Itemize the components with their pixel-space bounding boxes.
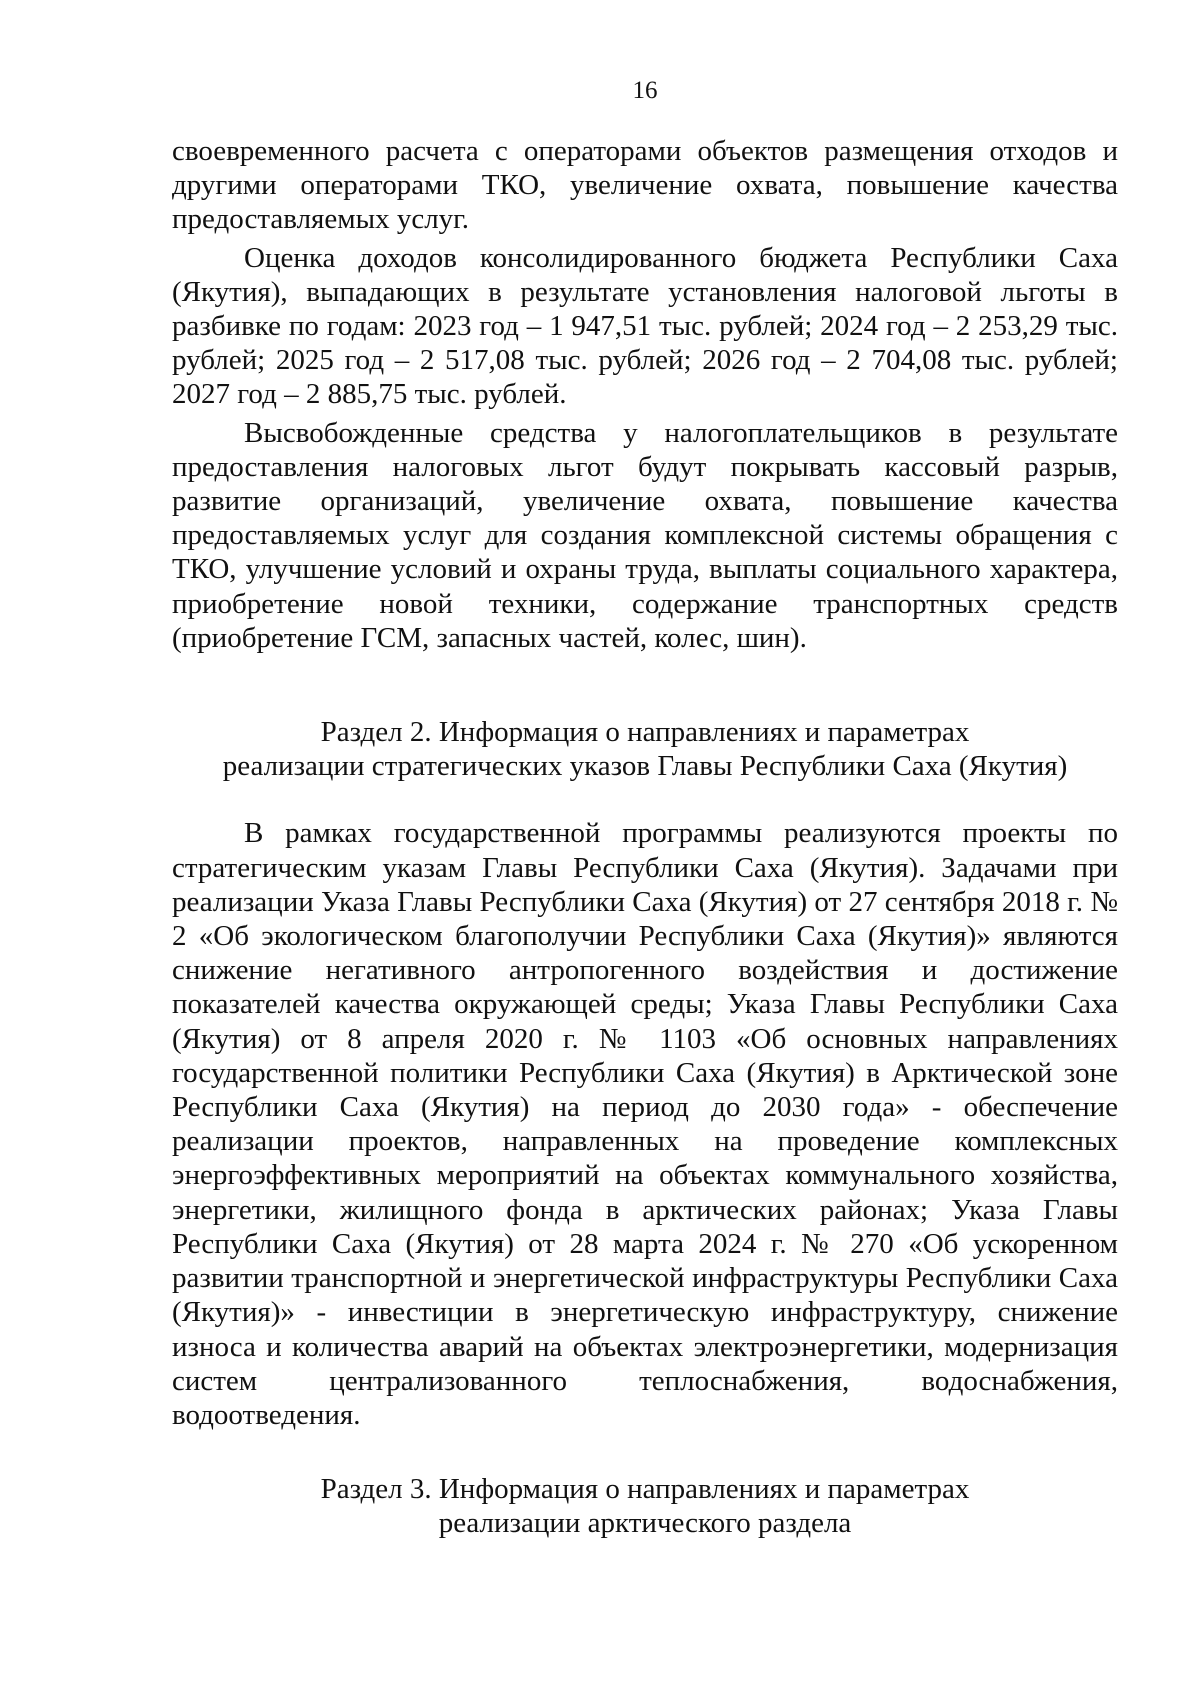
section-2-heading-line-2: реализации стратегических указов Главы Республики Саха (Якутия)	[222, 750, 1068, 783]
section-3-heading-line-2: реализации арктического раздела	[438, 1507, 852, 1540]
document-page	[172, 0, 1118, 1694]
paragraph-strategic-decrees: В рамках государственной программы реализуются проекты по стратегическим указам Главы Республики Саха (Якутия). Задачами при реализации Указа Главы Республики Саха (Якутия) от 27 сентября 2018 г. № 2 «Об экологическом благополучии Республики Саха (Якутия)» являются снижение негативного антропогенного воздействия и достижение показателей качества окружающей среды; Указа Главы Республики Саха (Якутия) от 8 апреля 2020 г. № 1103 «Об основных направлениях государственной политики Республики Саха (Якутия) в Арктической зоне Республики Саха (Якутия) на период до 2030 года» - обеспечение реализации проектов, направленных на проведение комплексных энергоэффективных мероприятий на объектах коммунального хозяйства, энергетики, жилищного фонда в арктических районах; Указа Главы Республики Саха (Якутия) от 28 марта 2024 г. № 270 «Об ускоренном развитии транспортной и энергетической инфраструктуры Республики Саха (Якутия)» - инвестиции в энергетическую инфраструктуру, снижение износа и количества аварий на объектах электроэнергетики, модернизация систем централизованного теплоснабжения, водоснабжения, водоотведения.	[172, 817, 1118, 1431]
section-3-heading-line-1: Раздел 3. Информация о направлениях и параметрах	[320, 1473, 970, 1506]
body-text	[172, 134, 1118, 1541]
paragraph-released-funds: Высвобожденные средства у налогоплательщиков в результате предоставления налоговых льгот будут покрывать кассовый разрыв, развитие организаций, увеличение охвата, повышение качества предоставляемых услуг для создания комплексной системы обращения с ТКО, улучшение условий и охраны труда, выплаты социального характера, приобретение новой техники, содержание транспортных средств (приобретение ГСМ, запасных частей, колес, шин).	[172, 416, 1118, 654]
paragraph-budget-estimate: Оценка доходов консолидированного бюджета Республики Саха (Якутия), выпадающих в результате установления налоговой льготы в разбивке по годам: 2023 год – 1 947,51 тыс. рублей; 2024 год – 2 253,29 тыс. рублей; 2025 год – 2 517,08 тыс. рублей; 2026 год – 2 704,08 тыс. рублей; 2027 год – 2 885,75 тыс. рублей.	[172, 241, 1118, 411]
section-2-heading-line-1: Раздел 2. Информация о направлениях и параметрах	[320, 716, 970, 749]
paragraph-continuation: своевременного расчета с операторами объектов размещения отходов и другими операторами ТКО, увеличение охвата, повышение качества предоставляемых услуг.	[172, 135, 1118, 236]
page-number: 16	[632, 77, 658, 104]
section-2-heading	[172, 715, 1118, 783]
section-3-heading	[172, 1472, 1118, 1540]
